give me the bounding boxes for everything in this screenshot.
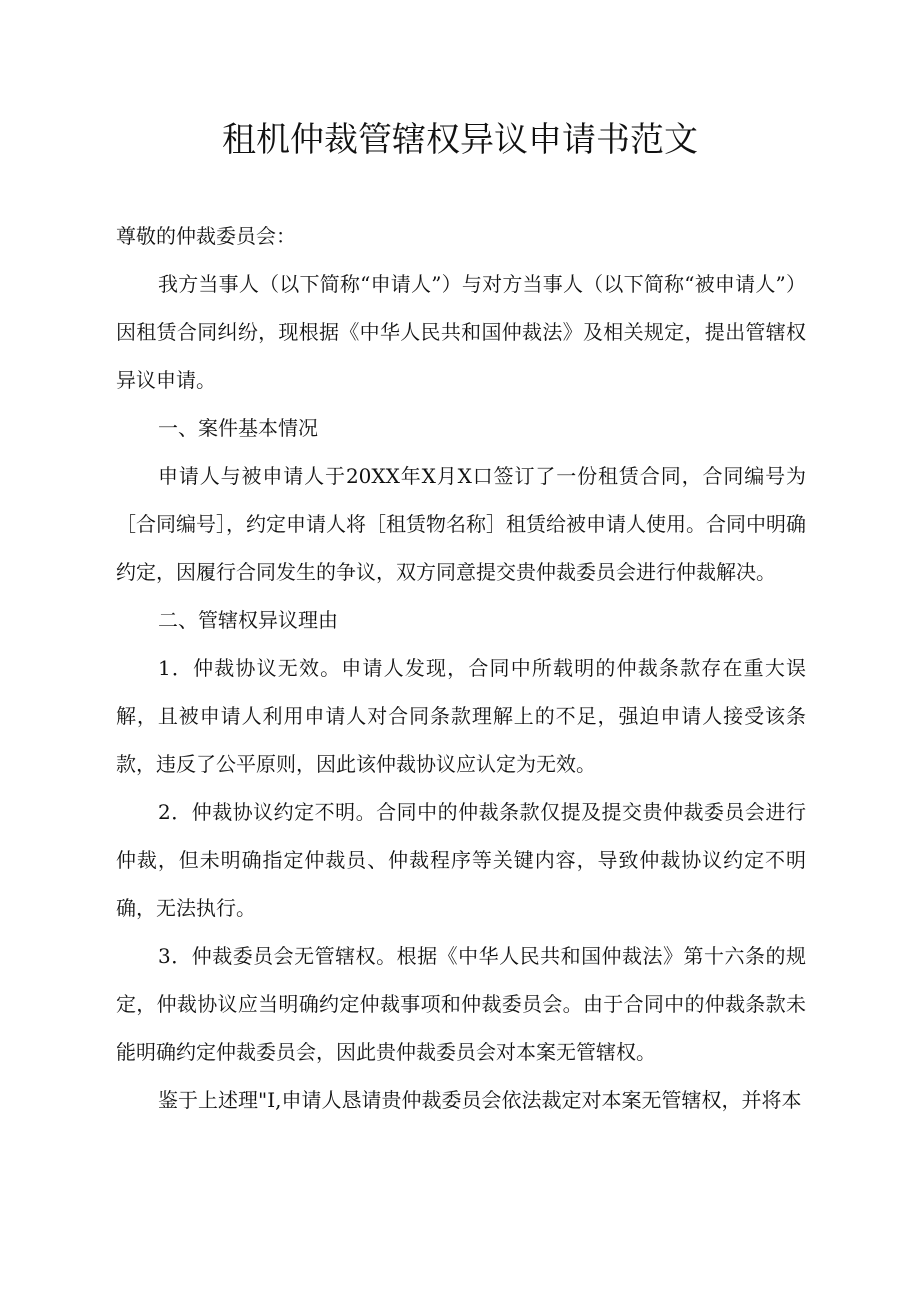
salutation: 尊敬的仲裁委员会： (116, 224, 296, 248)
case-info-paragraph: 申请人与被申请人于20XX年X月X口签订了一份租赁合同，合同编号为［合同编号］，约定申请人将［租赁物名称］租赁给被申请人使用。合同中明确约定，因履行合同发生的争议，双方同意提交贵仲裁委员会进行仲裁解决。 (116, 464, 806, 584)
reason-paragraph-3: 3．仲裁委员会无管辖权。根据《中华人民共和国仲裁法》第十六条的规定，仲裁协议应当明确约定仲裁事项和仲裁委员会。由于合同中的仲裁条款未能明确约定仲裁委员会，因此贵仲裁委员会对本案无管辖权。 (116, 944, 806, 1064)
reason-paragraph-1: 1．仲裁协议无效。申请人发现，合同中所载明的仲裁条款存在重大误解，且被申请人利用申请人对合同条款理解上的不足，强迫申请人接受该条款，违反了公平原则，因此该仲裁协议应认定为无效。 (116, 656, 806, 776)
intro-paragraph: 我方当事人（以下简称“申请人”）与对方当事人（以下简称“被申请人”）因租赁合同纠纷，现根据《中华人民共和国仲裁法》及相关规定，提出管辖权异议申请。 (116, 272, 806, 392)
conclusion-paragraph: 鉴于上述理"I,申请人恳请贵仲裁委员会依法裁定对本案无管辖权，并将本 (158, 1088, 802, 1112)
document-title: 租机仲裁管辖权异议申请书范文 (222, 120, 698, 160)
document-body (116, 212, 806, 1124)
reason-paragraph-2: 2．仲裁协议约定不明。合同中的仲裁条款仅提及提交贵仲裁委员会进行仲裁，但未明确指定仲裁员、仲裁程序等关键内容，导致仲裁协议约定不明确，无法执行。 (116, 800, 806, 920)
section-heading-case-info: 一、案件基本情况 (158, 416, 318, 440)
section-heading-objection-reasons: 二、管辖权异议理由 (158, 608, 338, 632)
